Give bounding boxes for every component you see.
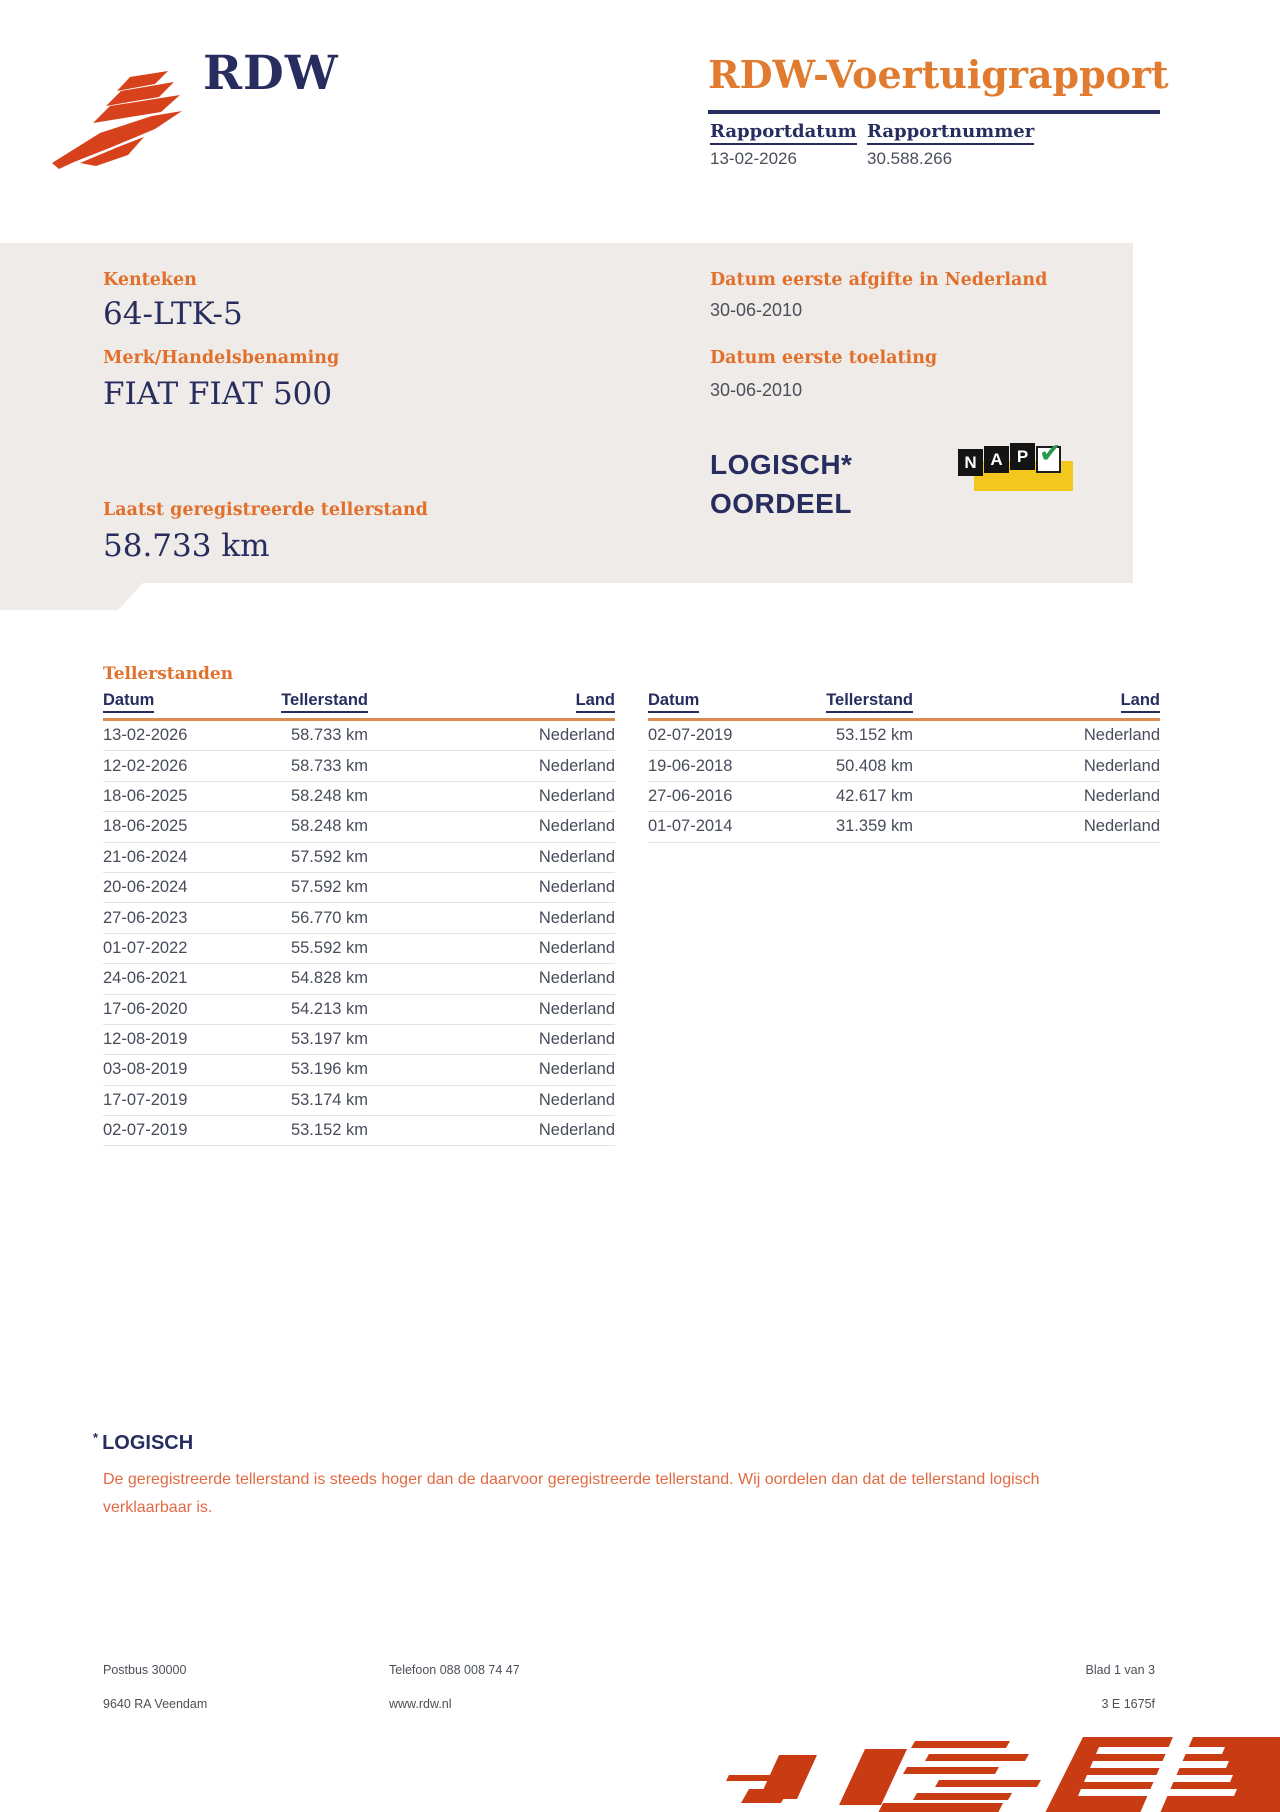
report-date-value: 13-02-2026 xyxy=(710,149,797,168)
column-header-tellerstand: Tellerstand xyxy=(266,691,368,713)
cell-tellerstand: 55.592 km xyxy=(290,938,368,957)
table-header-row xyxy=(648,691,1160,721)
table-row xyxy=(648,782,1160,812)
cell-tellerstand: 57.592 km xyxy=(290,847,368,866)
table-row xyxy=(648,721,1160,751)
cell-datum: 27-06-2023 xyxy=(103,908,188,927)
table-row xyxy=(103,995,615,1025)
cell-land: Nederland xyxy=(538,908,615,927)
cell-land: Nederland xyxy=(538,969,615,988)
report-date-label: Rapportdatum xyxy=(710,121,857,145)
table-row xyxy=(103,812,615,842)
rdw-wordmark: RDW xyxy=(203,46,339,101)
table-row xyxy=(103,964,615,994)
cell-tellerstand: 54.213 km xyxy=(290,999,368,1018)
footer-page-number: Blad 1 van 3 xyxy=(1085,1663,1155,1677)
cell-datum: 01-07-2022 xyxy=(103,938,188,957)
odometer-table-right xyxy=(648,691,1160,843)
cell-land: Nederland xyxy=(538,1121,615,1140)
table-row xyxy=(103,721,615,751)
oordeel-verdict xyxy=(710,445,852,523)
cell-tellerstand: 57.592 km xyxy=(290,878,368,897)
table-row xyxy=(648,812,1160,842)
cell-datum: 21-06-2024 xyxy=(103,847,188,866)
laatste-tellerstand-value: 58.733 km xyxy=(103,528,270,564)
table-row xyxy=(648,751,1160,781)
cell-land: Nederland xyxy=(538,938,615,957)
toelating-value: 30-06-2010 xyxy=(710,380,803,400)
cell-land: Nederland xyxy=(538,1030,615,1049)
cell-land: Nederland xyxy=(538,756,615,775)
report-number-label: Rapportnummer xyxy=(867,121,1034,145)
afgifte-value: 30-06-2010 xyxy=(710,300,803,320)
report-number-value: 30.588.266 xyxy=(867,149,953,168)
cell-datum: 17-06-2020 xyxy=(103,999,188,1018)
nap-letter-p: P xyxy=(1010,443,1035,470)
cell-tellerstand: 58.733 km xyxy=(290,756,368,775)
note-title: * LOGISCH xyxy=(93,1430,194,1454)
table-row xyxy=(103,1055,615,1085)
cell-datum: 18-06-2025 xyxy=(103,817,188,836)
table-row xyxy=(103,934,615,964)
note-text: De geregistreerde tellerstand is steeds hoger dan de daarvoor geregistreerde tellerstand. Wij oordelen dan dat de tellerstand logisch verklaarbaar is. xyxy=(103,1471,1040,1516)
column-header-land: Land xyxy=(368,691,615,713)
nap-logo xyxy=(958,438,1078,495)
cell-datum: 12-08-2019 xyxy=(103,1030,188,1049)
cell-datum: 02-07-2019 xyxy=(103,1121,188,1140)
cell-land: Nederland xyxy=(1083,726,1160,745)
cell-land: Nederland xyxy=(1083,786,1160,805)
cell-land: Nederland xyxy=(1083,817,1160,836)
cell-tellerstand: 56.770 km xyxy=(290,908,368,927)
footer-website: www.rdw.nl xyxy=(389,1697,452,1711)
cell-datum: 13-02-2026 xyxy=(103,726,188,745)
cell-tellerstand: 54.828 km xyxy=(290,969,368,988)
page-title: RDW-Voertuigrapport xyxy=(708,52,1169,97)
cell-land: Nederland xyxy=(1083,756,1160,775)
afgifte-label: Datum eerste afgifte in Nederland xyxy=(710,270,1048,290)
nap-check-icon: ✔ xyxy=(1039,438,1062,468)
cell-land: Nederland xyxy=(538,847,615,866)
cell-datum: 27-06-2016 xyxy=(648,786,733,805)
table-row xyxy=(103,843,615,873)
table-row xyxy=(103,1116,615,1146)
cell-datum: 02-07-2019 xyxy=(648,726,733,745)
rdw-stripes-decoration-icon xyxy=(715,1737,1280,1812)
cell-tellerstand: 53.196 km xyxy=(290,1060,368,1079)
laatste-tellerstand-label: Laatst geregistreerde tellerstand xyxy=(103,500,428,520)
oordeel-line2: OORDEEL xyxy=(710,488,852,519)
cell-datum: 03-08-2019 xyxy=(103,1060,188,1079)
odometer-table-left xyxy=(103,691,615,1146)
nap-letter-a: A xyxy=(984,446,1009,473)
column-header-tellerstand: Tellerstand xyxy=(811,691,913,713)
cell-tellerstand: 53.152 km xyxy=(835,726,913,745)
cell-tellerstand: 50.408 km xyxy=(835,756,913,775)
kenteken-label: Kenteken xyxy=(103,270,197,290)
cell-datum: 12-02-2026 xyxy=(103,756,188,775)
cell-land: Nederland xyxy=(538,1090,615,1109)
cell-tellerstand: 58.248 km xyxy=(290,786,368,805)
table-row xyxy=(103,782,615,812)
cell-land: Nederland xyxy=(538,726,615,745)
cell-tellerstand: 58.248 km xyxy=(290,817,368,836)
cell-land: Nederland xyxy=(538,1060,615,1079)
footer-address-line1: Postbus 30000 xyxy=(103,1663,187,1677)
cell-datum: 17-07-2019 xyxy=(103,1090,188,1109)
footer-address-line2: 9640 RA Veendam xyxy=(103,1697,208,1711)
table-row xyxy=(103,1025,615,1055)
nap-letter-n: N xyxy=(958,449,983,476)
cell-land: Nederland xyxy=(538,786,615,805)
table-row xyxy=(103,873,615,903)
note-asterisk: * xyxy=(93,1430,99,1445)
cell-datum: 01-07-2014 xyxy=(648,817,733,836)
cell-datum: 18-06-2025 xyxy=(103,786,188,805)
tellerstanden-section-title: Tellerstanden xyxy=(103,664,234,684)
table-header-row xyxy=(103,691,615,721)
column-header-datum: Datum xyxy=(103,691,266,713)
column-header-land: Land xyxy=(913,691,1160,713)
cell-datum: 24-06-2021 xyxy=(103,969,188,988)
toelating-label: Datum eerste toelating xyxy=(710,348,938,368)
cell-tellerstand: 53.174 km xyxy=(290,1090,368,1109)
table-row xyxy=(103,1086,615,1116)
kenteken-value: 64-LTK-5 xyxy=(103,296,243,332)
cell-tellerstand: 53.197 km xyxy=(290,1030,368,1049)
cell-land: Nederland xyxy=(538,878,615,897)
table-row xyxy=(103,751,615,781)
cell-land: Nederland xyxy=(538,817,615,836)
table-row xyxy=(103,903,615,933)
table-body xyxy=(103,721,615,1146)
cell-datum: 20-06-2024 xyxy=(103,878,188,897)
table-body xyxy=(648,721,1160,843)
rdw-logo-icon xyxy=(50,70,198,170)
footer-doc-code: 3 E 1675f xyxy=(1101,1697,1155,1711)
column-header-datum: Datum xyxy=(648,691,811,713)
cell-tellerstand: 53.152 km xyxy=(290,1121,368,1140)
merk-label: Merk/Handelsbenaming xyxy=(103,348,340,368)
cell-tellerstand: 58.733 km xyxy=(290,726,368,745)
cell-tellerstand: 31.359 km xyxy=(835,817,913,836)
cell-land: Nederland xyxy=(538,999,615,1018)
merk-value: FIAT FIAT 500 xyxy=(103,376,333,412)
title-rule xyxy=(708,110,1160,114)
cell-datum: 19-06-2018 xyxy=(648,756,733,775)
oordeel-line1: LOGISCH* xyxy=(710,449,853,480)
nap-checkbox xyxy=(1036,438,1062,473)
cell-tellerstand: 42.617 km xyxy=(835,786,913,805)
footer-phone: Telefoon 088 008 74 47 xyxy=(389,1663,520,1677)
